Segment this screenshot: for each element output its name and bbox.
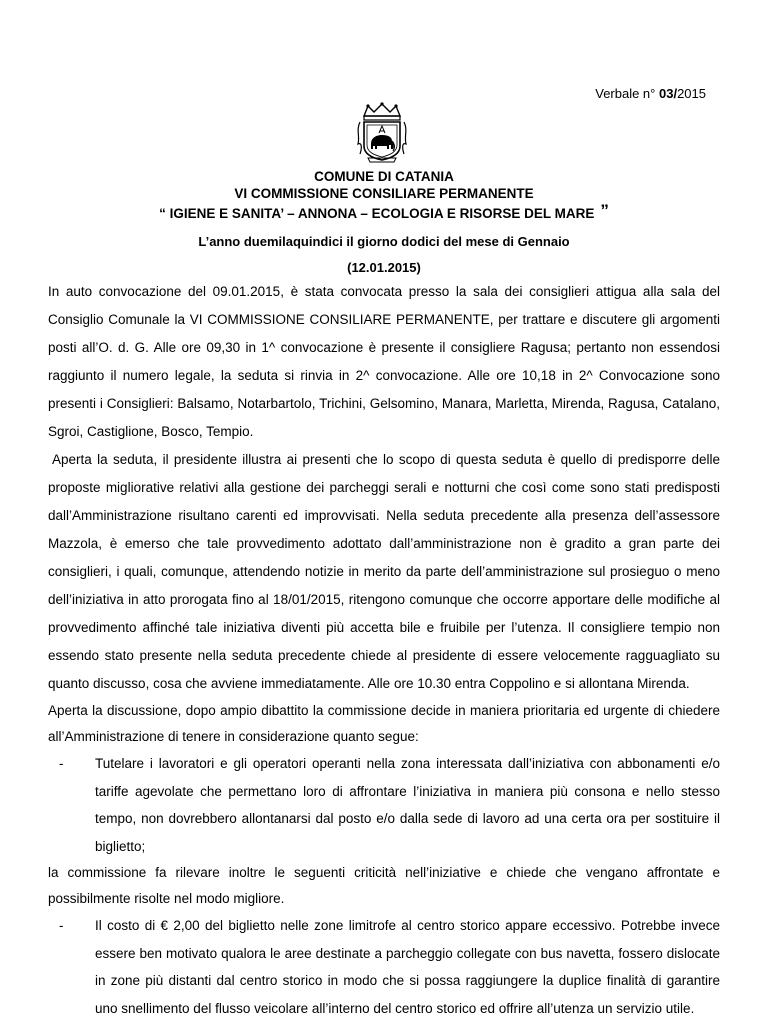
meeting-date-text: L’anno duemilaquindici il giorno dodici del mese di Gennaio [198,234,570,249]
heading-commission: VI COMMISSIONE CONSILIARE PERMANENTE [234,186,534,201]
meeting-date-numeric: (12.01.2015) [347,260,421,275]
heading-subject: “ IGIENE E SANITA’ – ANNONA – ECOLOGIA E RISORSE DEL MARE ” [159,201,609,221]
list-item: - Il costo di € 2,00 del biglietto nelle zone limitrofe al centro storico appare eccessivo. Potrebbe invece essere ben motivato qualora le aree destinate a parcheggio collegate con bus navetta, fossero dislocate in zone più distanti dal centro storico in modo che si possa raggiungere la duplice finalità di garantire uno snellimento del flusso veicolare all’interno del centro storico ed offrire all’utenza un servizio utile. [59,918,720,1016]
heading-municipality: COMUNE DI CATANIA [314,169,454,184]
paragraph-discussion: Aperta la discussione, dopo ampio dibattito la commissione decide in maniera prioritaria ed urgente di chiedere all’Amministrazione di tenere in considerazione quanto segue: [48,703,720,744]
document-body [48,278,720,1022]
verbale-number: Verbale n° 03/2015 [595,86,706,101]
paragraph-session: Aperta la seduta, il presidente illustra ai presenti che lo scopo di questa seduta è quello di predisporre delle proposte migliorative relativi alla gestione dei parcheggi serali e notturni che così come sono stati predisposti dall’Amministrazione risultano carenti ed improvvisati. Nella seduta precedente alla presenza dell’assessore Mazzola, è emerso che tale provvedimento adottato dall’amministrazione non è gradito a gran parte dei consiglieri, i quali, comunque, attendendo notizie in merito da parte dell’amministrazione sul prosieguo o meno dell’iniziativa in atto prorogata fino al 18/01/2015, ritengono comunque che occorre apportare delle modifiche al provvedimento affinché tale iniziativa diventi più accetta bile e fruibile per l’utenza. Il consigliere tempio non essendo stato presente nella seduta precedente chiede al presidente di essere velocemente ragguagliato su quanto discusso, cosa che avviene immediatamente. Alle ore 10.30 entra Coppolino e si allontana Mirenda. [48,452,720,691]
catania-coat-of-arms-icon [354,102,410,164]
document-heading [0,168,768,222]
verbale-number-value: 03/ [659,86,678,101]
list-item: - Tutelare i lavoratori e gli operatori operanti nella zona interessata dall’iniziativa con abbonamenti e/o tariffe agevolate che permettano loro di affrontare l’iniziativa in maniera più consona e nello stesso tempo, non dovrebbero allontanarsi dal posto e/o dalla sede di lavoro ad una certa ora per sostituire il biglietto; [59,756,720,854]
paragraph-criticality: la commissione fa rilevare inoltre le seguenti criticità nell’iniziative e chiede che vengano affrontate e possibilmente risolte nel modo migliore. [48,865,720,906]
paragraph-convocation: In auto convocazione del 09.01.2015, è stata convocata presso la sala dei consiglieri attigua alla sala del Consiglio Comunale la VI COMMISSIONE CONSILIARE PERMANENTE, per trattare e discutere gli argomenti posti all’O. d. G. Alle ore 09,30 in 1^ convocazione è presente il consigliere Ragusa; pertanto non essendosi raggiunto il numero legale, la seduta si rinvia in 2^ convocazione. Alle ore 10,18 in 2^ Convocazione sono presenti i Consiglieri: Balsamo, Notarbartolo, Trichini, Gelsomino, Manara, Marletta, Mirenda, Ragusa, Catalano, Sgroi, Castiglione, Bosco, Tempio. [48,284,720,439]
